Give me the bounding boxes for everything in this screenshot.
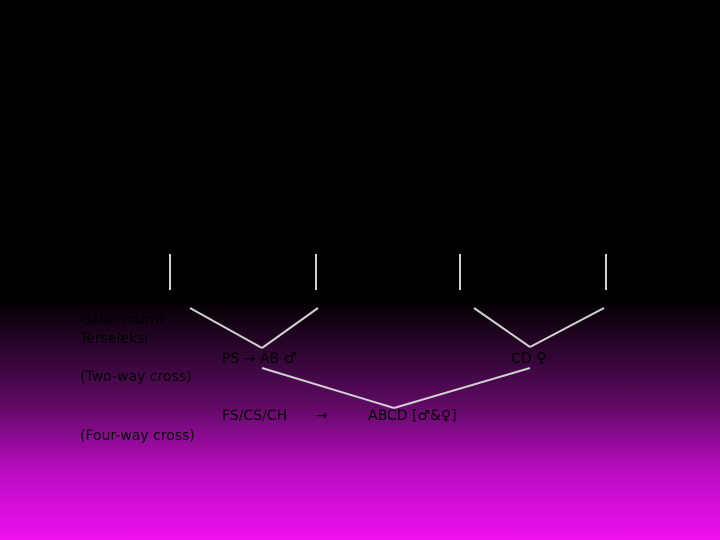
- selected-c: C♂: [462, 291, 486, 309]
- line-cd-to-fs: [394, 368, 530, 408]
- selected-b: B ♀: [318, 291, 344, 309]
- parent-a-female: A: [186, 235, 196, 251]
- parent-d-female: D: [619, 235, 630, 251]
- line-b-to-ps: [262, 308, 318, 348]
- fs-label: FS/CS/CH: [222, 408, 288, 424]
- selected-a: A ♂: [170, 291, 198, 309]
- cross-sign: x: [168, 235, 177, 251]
- intro-line-2: [231, 71, 600, 88]
- female-icon: ♀: [328, 215, 339, 233]
- gps-line-2: Galur murni: [80, 312, 164, 328]
- parent-c-male: C: [439, 235, 449, 251]
- line-a-to-ps: [190, 308, 262, 348]
- female-icon: ♀: [184, 215, 195, 233]
- male-icon: ♂: [294, 215, 308, 233]
- female-icon: ♀: [536, 349, 548, 367]
- male-icon: ♂: [584, 215, 598, 233]
- female-icon: ♀: [332, 291, 344, 309]
- selected-d: D ♀: [604, 291, 631, 309]
- parent-b-male: B: [295, 235, 305, 251]
- cross-sign: x: [456, 235, 465, 251]
- ps-value: AB: [259, 351, 280, 367]
- line-ps-to-fs: [262, 368, 394, 408]
- female-icon: ♀: [617, 215, 628, 233]
- cd-result: CD ♀: [511, 349, 548, 367]
- male-icon: ♂: [150, 215, 164, 233]
- implies-arrow-icon: ⇒: [495, 70, 508, 88]
- intro-line-2-prefix: mendapatkan sifat yang dikehendaki: [231, 72, 496, 88]
- arrow-icon: →: [316, 408, 328, 424]
- cross-sign: x: [312, 235, 321, 251]
- arrow-icon: →: [132, 291, 144, 307]
- arrow-icon: →: [243, 351, 256, 367]
- two-way-cross-label: (Two-way cross): [80, 369, 192, 385]
- male-icon: ♂: [471, 291, 486, 309]
- gps-label: GPS: [80, 292, 109, 308]
- ps-result: [222, 350, 297, 367]
- male-icon: ♂: [283, 349, 298, 367]
- ps-label: PS: [222, 351, 240, 367]
- line-d-to-cd: [530, 308, 604, 347]
- male-icon: ♂: [438, 215, 452, 233]
- male-icon: ♂: [184, 291, 198, 309]
- parent-b-female: B: [330, 235, 340, 251]
- intro-line-1: Manusia (Breeder) : sangat berperan dalam proses persilangan untuk: [80, 48, 569, 64]
- line-c-to-cd: [474, 308, 530, 347]
- female-icon: ♀: [619, 291, 631, 309]
- four-way-cross-label: (Four-way cross): [80, 428, 195, 444]
- cross-sign: x: [601, 235, 610, 251]
- parent-c-female: C: [474, 235, 484, 251]
- female-icon: ♀: [472, 215, 483, 233]
- intro-line-2-suffix: ayam unggul: [507, 72, 600, 88]
- example-title: Contoh : Persilangan yang dilakukan untuk mendapatkan ayam unggul: [80, 135, 578, 151]
- fs-result: ABCD [♂&♀]: [368, 408, 457, 424]
- parent-a-male: A: [151, 235, 161, 251]
- parent-d-male: D: [584, 235, 595, 251]
- gps-line-3: Terseleksi: [80, 331, 149, 347]
